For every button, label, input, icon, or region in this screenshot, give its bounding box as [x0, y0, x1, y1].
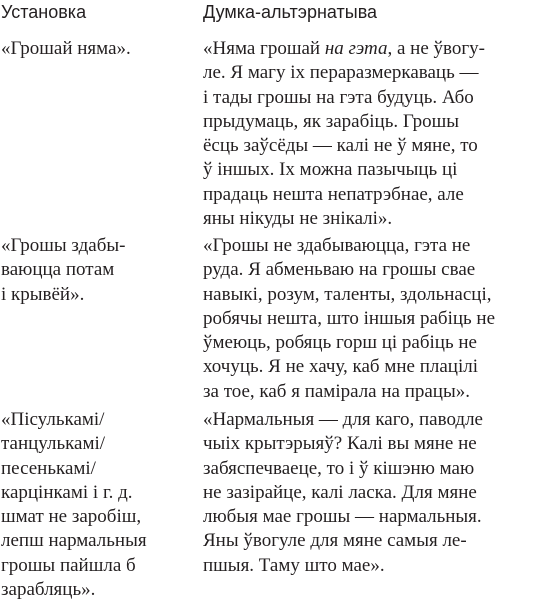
- alternative-line: хочуць. Я не хачу, каб мне плацілі: [203, 356, 478, 378]
- alternative-line: прадаць нешта непатрэбнае, але: [203, 183, 464, 205]
- alternative-line: і тады грошы на гэта будуць. Або: [203, 86, 474, 108]
- alternative-line: яны нікуды не знікалі».: [203, 208, 393, 230]
- alternative-line: «Няма грошай на гэта, а не ўвогу-: [203, 38, 485, 59]
- alternative-line: ле. Я магу іх пераразмеркаваць —: [203, 62, 479, 84]
- belief-line: шмат не заробіш,: [1, 506, 142, 528]
- alternative-line: пшыя. Таму што мае».: [203, 554, 385, 576]
- belief-line: «Грошай няма».: [1, 38, 131, 59]
- alternative-line: навыкі, розум, таленты, здольнасці,: [203, 283, 492, 305]
- alternative-line: Яны ўвогуле для мяне самыя ле-: [203, 530, 467, 552]
- alternative-cell: [203, 234, 541, 404]
- alternative-cell: [203, 37, 541, 231]
- alternative-line: ёсць заўсёды — калі не ў мяне, то: [203, 135, 478, 157]
- alternative-line: робячы нешта, што іншыя рабіць не: [203, 307, 496, 329]
- belief-cell: [1, 408, 181, 602]
- belief-line: зарабляць».: [1, 579, 96, 601]
- alternative-line: «Грошы не здабываюцца, гэта не: [203, 235, 471, 256]
- belief-column-header: Установка: [1, 2, 87, 22]
- alternative-line: забяспечваеце, то і ў кішэню маю: [203, 457, 475, 479]
- belief-line: песенькамі/: [1, 457, 96, 479]
- alternative-column-header: Думка-альтэрнатыва: [203, 2, 378, 22]
- belief-line: «Пісулькамі/: [1, 409, 105, 430]
- belief-line: танцулькамі/: [1, 433, 106, 455]
- alternative-line: прыдумаць, як зарабіць. Грошы: [203, 110, 460, 132]
- belief-cell: [1, 37, 181, 61]
- alternative-line: ў іншых. Іх можна пазычыць ці: [203, 159, 458, 181]
- alternative-line: за тое, каб я памірала на працы».: [203, 380, 470, 402]
- alternative-line: любыя мае грошы — нармальныя.: [203, 506, 482, 528]
- alternative-line: руда. Я абменьваю на грошы свае: [203, 259, 476, 281]
- belief-line: лепш нармальныя: [1, 530, 147, 552]
- alternative-line: «Нармальныя — для каго, паводле: [203, 409, 483, 430]
- belief-line: грошы пайшла б: [1, 554, 136, 576]
- alternative-line: ўмеюць, робяць горш ці рабіць не: [203, 332, 477, 354]
- table-header: [0, 1, 541, 27]
- alternative-line: не зазірайце, калі ласка. Для мяне: [203, 481, 477, 503]
- belief-cell: [1, 234, 181, 307]
- emphasis-text: на гэта: [324, 38, 388, 59]
- belief-line: «Грошы здабы-: [1, 235, 126, 256]
- alternative-cell: [203, 408, 541, 578]
- belief-line: і крывёй».: [1, 283, 85, 305]
- alternative-line: чыіх крытэрыяў? Калі вы мяне не: [203, 433, 477, 455]
- belief-line: карцінкамі і г. д.: [1, 481, 133, 503]
- belief-line: ваюцца потам: [1, 259, 115, 281]
